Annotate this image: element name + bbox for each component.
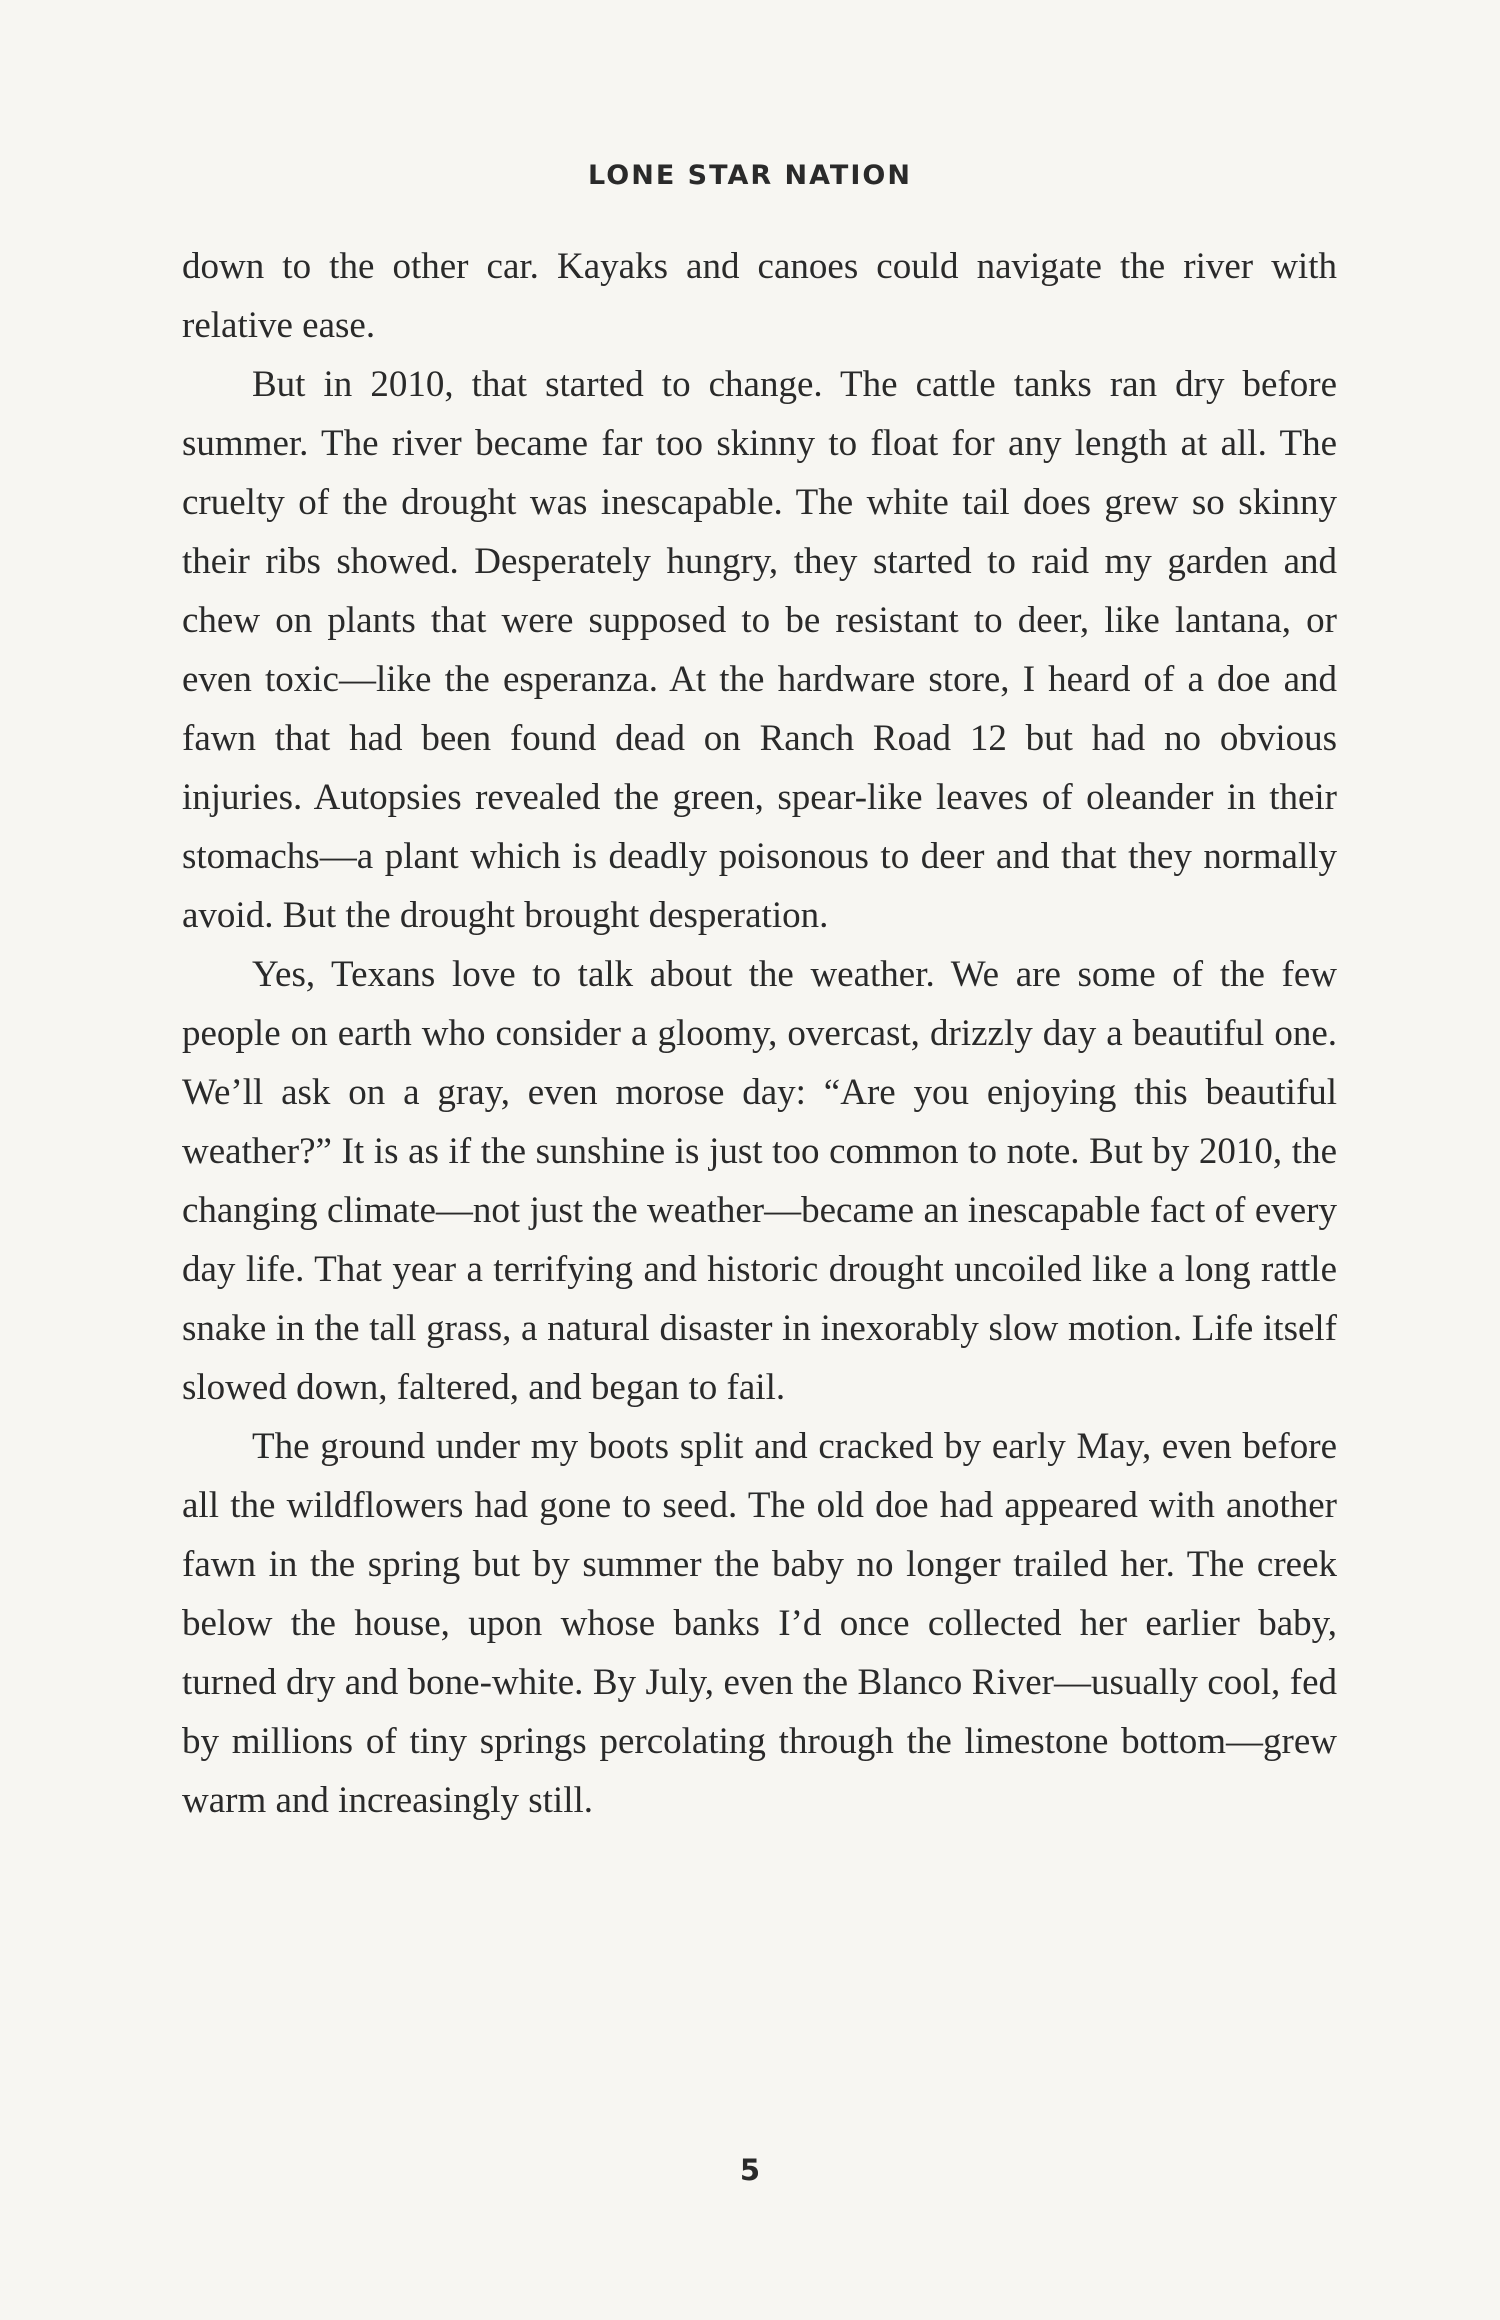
paragraph-continued: down to the other car. Kayaks and canoes could navigate the river with relative ease. [182,246,1337,346]
paragraph-texans-weather: Yes, Texans love to talk about the weather. We are some of the few people on earth who consider a gloomy, overcast, drizzly day a beautiful one. We’ll ask on a gray, even morose day: “Are you enjoying this beautiful weather?” It is as if the sunshine is just too common to note. But by 2010, the changing climate—not just the weather—became an inescapable fact of every day life. That year a terrifying and historic drought uncoiled like a long rattle snake in the tall grass, a natural disaster in inexorably slow motion. Life itself slowed down, faltered, and began to fail. [182,954,1337,1408]
page-number: 5 [739,2153,761,2187]
body-text [182,237,1337,1830]
paragraph-drought-2010: But in 2010, that started to change. The cattle tanks ran dry before summer. The river became far too skinny to float for any length at all. The cruelty of the drought was inescapable. The white tail does grew so skinny their ribs showed. Desperately hungry, they started to raid my garden and chew on plants that were supposed to be resistant to deer, like lantana, or even toxic—like the esperanza. At the hardware store, I heard of a doe and fawn that had been found dead on Ranch Road 12 but had no obvious injuries. Autopsies revealed the green, spear-like leaves of oleander in their stomachs—a plant which is deadly poisonous to deer and that they normally avoid. But the drought brought desperation. [182,364,1337,936]
paragraph-ground-cracked: The ground under my boots split and cracked by early May, even before all the wildflowers had gone to seed. The old doe had appeared with another fawn in the spring but by summer the baby no longer trailed her. The creek below the house, upon whose banks I’d once collected her earlier baby, turned dry and bone-white. By July, even the Blanco River—usually cool, fed by millions of tiny springs percolating through the limestone bottom—grew warm and increasingly still. [182,1426,1337,1821]
running-head: LONE STAR NATION [588,160,912,191]
